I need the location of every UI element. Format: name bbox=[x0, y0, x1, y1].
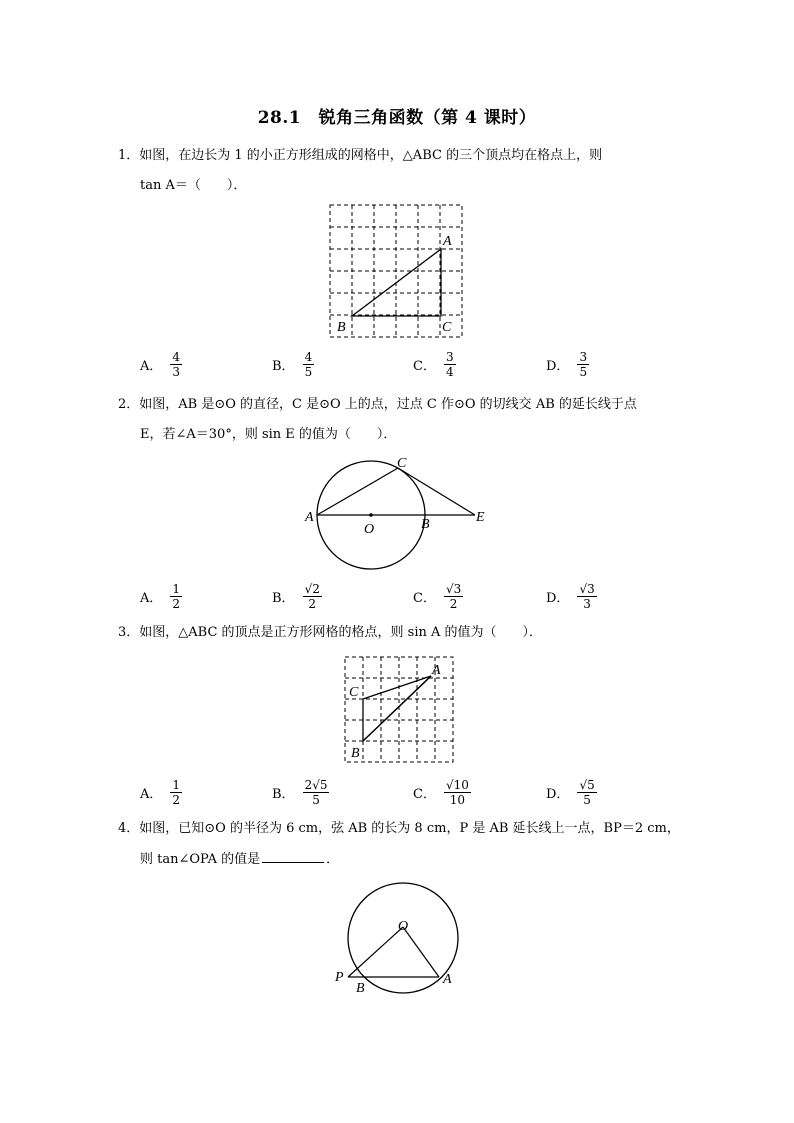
fraction: $\frac{4}{5}$ bbox=[304, 350, 313, 379]
fraction: $\frac{2√5}{5}$ bbox=[304, 778, 328, 807]
q2-label-c: C bbox=[397, 456, 407, 471]
q3-grid-figure bbox=[340, 652, 460, 767]
fraction: $\frac{√5}{5}$ bbox=[579, 778, 595, 807]
q3-option-a[interactable]: A． $\frac{1}{2}$ bbox=[140, 778, 181, 807]
q4-circle-figure bbox=[330, 880, 470, 1000]
q1-option-c[interactable]: C． $\frac{3}{4}$ bbox=[413, 350, 454, 379]
q3-label-a: A bbox=[432, 663, 441, 678]
q1-label-b: B bbox=[337, 320, 346, 335]
q1-text-line1: 1．如图，在边长为 1 的小正方形组成的网格中，△ABC 的三个顶点均在格点上，则 bbox=[118, 148, 603, 163]
q4-label-b: B bbox=[356, 981, 365, 996]
q3-label-c: C bbox=[349, 685, 359, 700]
q2-option-b[interactable]: B． $\frac{√2}{2}$ bbox=[272, 582, 320, 611]
fraction: $\frac{4}{3}$ bbox=[172, 350, 181, 379]
q4-label-o: O bbox=[398, 919, 409, 934]
q2-option-c[interactable]: C． $\frac{√3}{2}$ bbox=[413, 582, 462, 611]
q4-text-line1: 4．如图，已知⊙O 的半径为 6 cm，弦 AB 的长为 8 cm，P 是 AB 延长线上一点，BP＝2 cm， bbox=[118, 821, 680, 836]
q3-option-b[interactable]: B． $\frac{2√5}{5}$ bbox=[272, 778, 328, 807]
fraction: $\frac{3}{5}$ bbox=[579, 350, 588, 379]
fraction: $\frac{√3}{2}$ bbox=[445, 582, 462, 611]
q3-option-d[interactable]: D． $\frac{√5}{5}$ bbox=[546, 778, 595, 807]
fraction: $\frac{3}{4}$ bbox=[445, 350, 454, 379]
q2-label-e: E bbox=[476, 510, 485, 525]
q1-grid-figure bbox=[325, 200, 470, 345]
q3-option-c[interactable]: C． $\frac{√10}{10}$ bbox=[413, 778, 469, 807]
fraction: $\frac{√3}{3}$ bbox=[579, 582, 595, 611]
q2-text-line1: 2．如图，AB 是⊙O 的直径，C 是⊙O 上的点，过点 C 作⊙O 的切线交 AB 的延长线于点 bbox=[118, 397, 637, 412]
q4-text-line2: 则 tan∠OPA 的值是 ． bbox=[140, 852, 340, 867]
q2-label-a: A bbox=[305, 510, 314, 525]
q1-label-a: A bbox=[443, 234, 452, 249]
q3-text-line1: 3．如图，△ABC 的顶点是正方形网格的格点，则 sin A 的值为（ ）． bbox=[118, 625, 543, 640]
q1-option-d[interactable]: D． $\frac{3}{5}$ bbox=[546, 350, 588, 379]
q2-label-o: O bbox=[364, 522, 375, 537]
q4-label-a: A bbox=[443, 972, 452, 987]
q2-option-d[interactable]: D． $\frac{√3}{3}$ bbox=[546, 582, 595, 611]
fraction: $\frac{√2}{2}$ bbox=[304, 582, 320, 611]
answer-blank[interactable] bbox=[262, 862, 324, 863]
q1-option-a[interactable]: A． $\frac{4}{3}$ bbox=[140, 350, 181, 379]
q2-circle-figure bbox=[300, 452, 500, 582]
q2-option-a[interactable]: A． $\frac{1}{2}$ bbox=[140, 582, 181, 611]
fraction: $\frac{1}{2}$ bbox=[172, 778, 181, 807]
q4-label-p: P bbox=[335, 970, 344, 985]
q2-text-line2: E，若∠A＝30°，则 sin E 的值为（ ）． bbox=[140, 427, 397, 442]
q2-label-b: B bbox=[421, 517, 430, 532]
q1-option-b[interactable]: B． $\frac{4}{5}$ bbox=[272, 350, 313, 379]
q1-label-c: C bbox=[442, 320, 452, 335]
q3-label-b: B bbox=[351, 746, 360, 761]
fraction: $\frac{1}{2}$ bbox=[172, 582, 181, 611]
page-title: 28.1 锐角三角函数（第 4 课时） bbox=[257, 108, 537, 128]
q1-text-line2: tan A＝（ ）． bbox=[140, 178, 247, 193]
fraction: $\frac{√10}{10}$ bbox=[445, 778, 469, 807]
